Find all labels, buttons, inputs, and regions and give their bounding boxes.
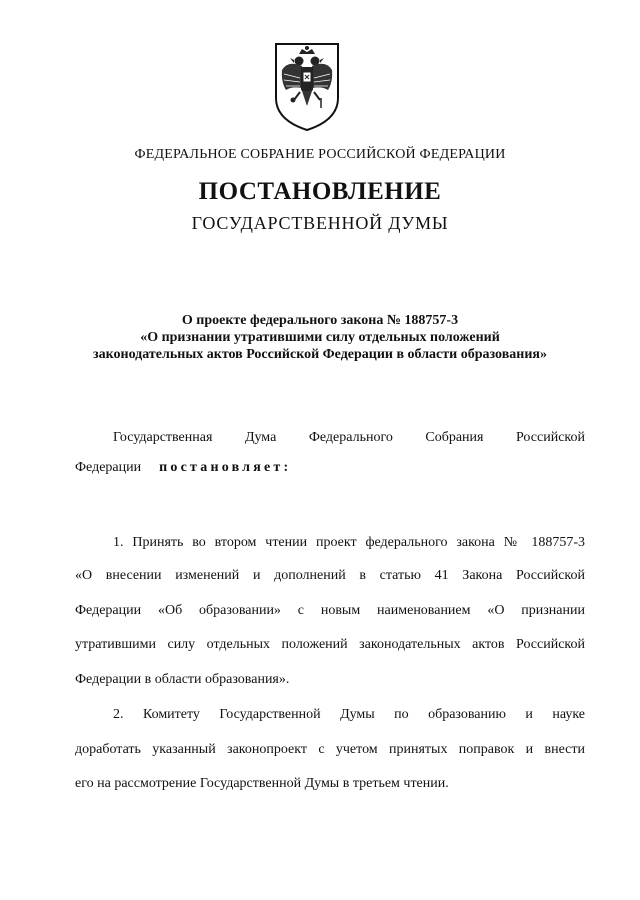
resolves-word: постановляет: [159, 460, 292, 475]
preamble-line [75, 458, 585, 478]
item-line: «О внесении изменений и дополнений в статью 41 Закона Российской [75, 568, 585, 583]
item-line: Федерации в области образования». [75, 672, 290, 687]
item-1 [75, 532, 585, 690]
preamble [75, 428, 585, 478]
item-line: Федерации «Об образовании» с новым наименованием «О признании [75, 603, 585, 618]
document-issuer: ГОСУДАРСТВЕННОЙ ДУМЫ [191, 213, 449, 233]
item-line: 1. Принять во втором чтении проект федерального закона № 188757-3 [113, 535, 585, 550]
preamble-line: Государственная Дума Федерального Собрания Российской [113, 430, 585, 445]
item-line: утратившими силу отдельных положений законодательных актов Российской [75, 637, 585, 652]
document-type-title: ПОСТАНОВЛЕНИЕ [198, 178, 442, 205]
document-subject [0, 312, 640, 363]
subject-line: О проекте федерального закона № 188757-3 [181, 313, 459, 328]
subject-line: законодательных актов Российской Федерации в области образования» [93, 347, 547, 362]
organization-name: ФЕДЕРАЛЬНОЕ СОБРАНИЕ РОССИЙСКОЙ ФЕДЕРАЦИИ [134, 147, 506, 162]
subject-line: «О признании утратившими силу отдельных положений [140, 330, 500, 345]
preamble-country: Федерации [75, 460, 142, 475]
item-line: 2. Комитету Государственной Думы по образованию и науке [113, 707, 585, 722]
item-line: доработать указанный законопроект с учетом принятых поправок и внести [75, 742, 585, 757]
item-line: его на рассмотрение Государственной Думы в третьем чтении. [75, 776, 449, 791]
coat-of-arms-icon [272, 40, 342, 132]
item-2 [75, 705, 585, 794]
